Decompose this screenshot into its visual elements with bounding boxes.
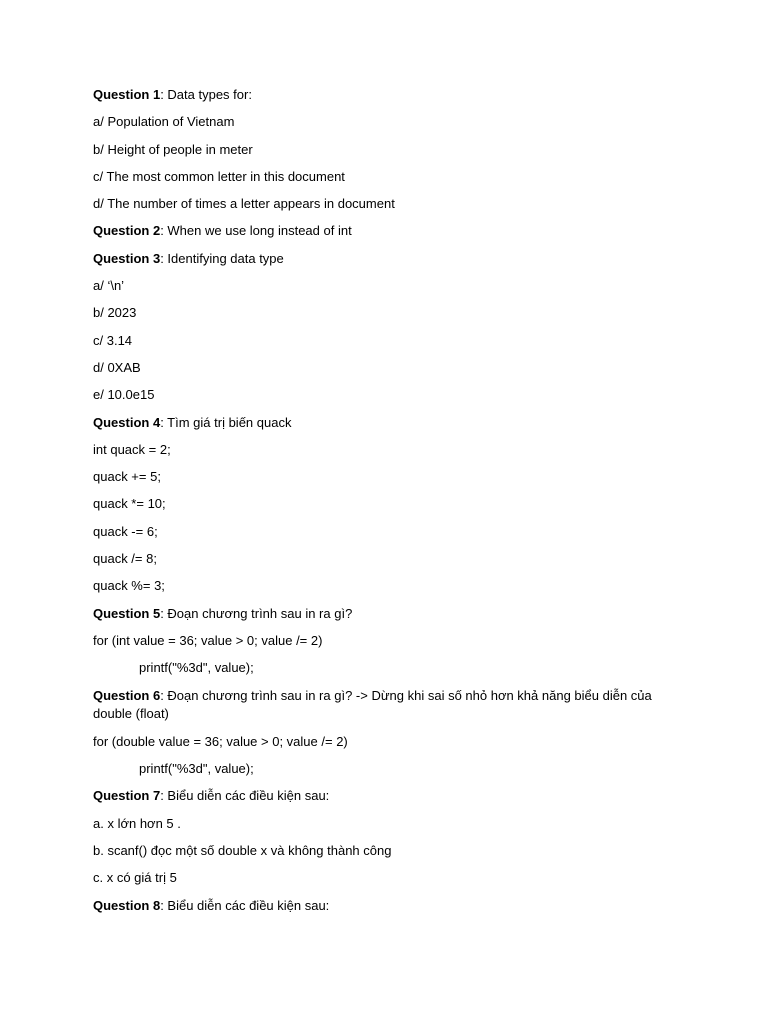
question-7-text: : Biểu diễn các điều kiện sau: [160, 788, 330, 804]
q4-code-line-4: quack -= 6; [93, 523, 158, 539]
q7-option-a: a. x lớn hơn 5 . [93, 815, 181, 831]
q1-option-b: b/ Height of people in meter [93, 141, 253, 157]
q6-code-loop: for (double value = 36; value > 0; value /= 2) [93, 733, 348, 749]
question-4-line [93, 414, 673, 432]
question-5-line [93, 605, 673, 623]
question-6-text: : Đoạn chương trình sau in ra gì? -> Dừng khi sai số nhỏ hơn khả năng biểu diễn của double (float) [93, 687, 656, 722]
question-2-text: : When we use long instead of int [160, 223, 352, 239]
question-1-text: : Data types for: [160, 87, 252, 102]
q7-option-c: c. x có giá trị 5 [93, 870, 177, 886]
q5-code-loop: for (int value = 36; value > 0; value /= 2) [93, 632, 323, 648]
question-3-line [93, 250, 673, 268]
question-1-label: Question 1 [93, 87, 161, 102]
question-6-label: Question 6 [93, 687, 161, 703]
question-2-label: Question 2 [93, 223, 161, 239]
question-5-label: Question 5 [93, 605, 161, 621]
question-5-text: : Đoạn chương trình sau in ra gì? [160, 605, 353, 621]
q4-code-line-6: quack %= 3; [93, 578, 165, 594]
question-8-label: Question 8 [93, 897, 161, 913]
q1-option-a: a/ Population of Vietnam [93, 114, 235, 130]
q3-option-e: e/ 10.0e15 [93, 387, 155, 403]
question-7-line [93, 787, 673, 805]
question-3-label: Question 3 [93, 250, 161, 266]
question-1-line [93, 86, 673, 104]
question-4-text: : Tìm giá trị biến quack [160, 414, 292, 430]
q3-option-c: c/ 3.14 [93, 332, 133, 348]
q1-option-c: c/ The most common letter in this document [93, 168, 345, 184]
q3-option-b: b/ 2023 [93, 305, 137, 321]
q6-code-printf: printf("%3d", value); [139, 761, 254, 777]
q3-option-d: d/ 0XAB [93, 359, 141, 375]
q7-option-b: b. scanf() đọc một số double x và không thành công [93, 843, 392, 859]
question-6-line [93, 687, 673, 724]
question-8-line [93, 897, 673, 915]
document-body [93, 86, 673, 924]
q1-option-d: d/ The number of times a letter appears in document [93, 196, 395, 212]
question-7-label: Question 7 [93, 788, 161, 804]
question-3-text: : Identifying data type [160, 250, 284, 266]
q4-code-line-2: quack += 5; [93, 469, 161, 485]
question-8-text: : Biểu diễn các điều kiện sau: [160, 897, 330, 913]
q5-code-printf: printf("%3d", value); [139, 660, 254, 676]
q4-code-line-3: quack *= 10; [93, 496, 166, 512]
q4-code-line-5: quack /= 8; [93, 551, 157, 567]
question-4-label: Question 4 [93, 414, 161, 430]
q4-code-line-1: int quack = 2; [93, 441, 171, 457]
q3-option-a: a/ ‘\n’ [93, 278, 125, 294]
question-2-line [93, 222, 673, 240]
